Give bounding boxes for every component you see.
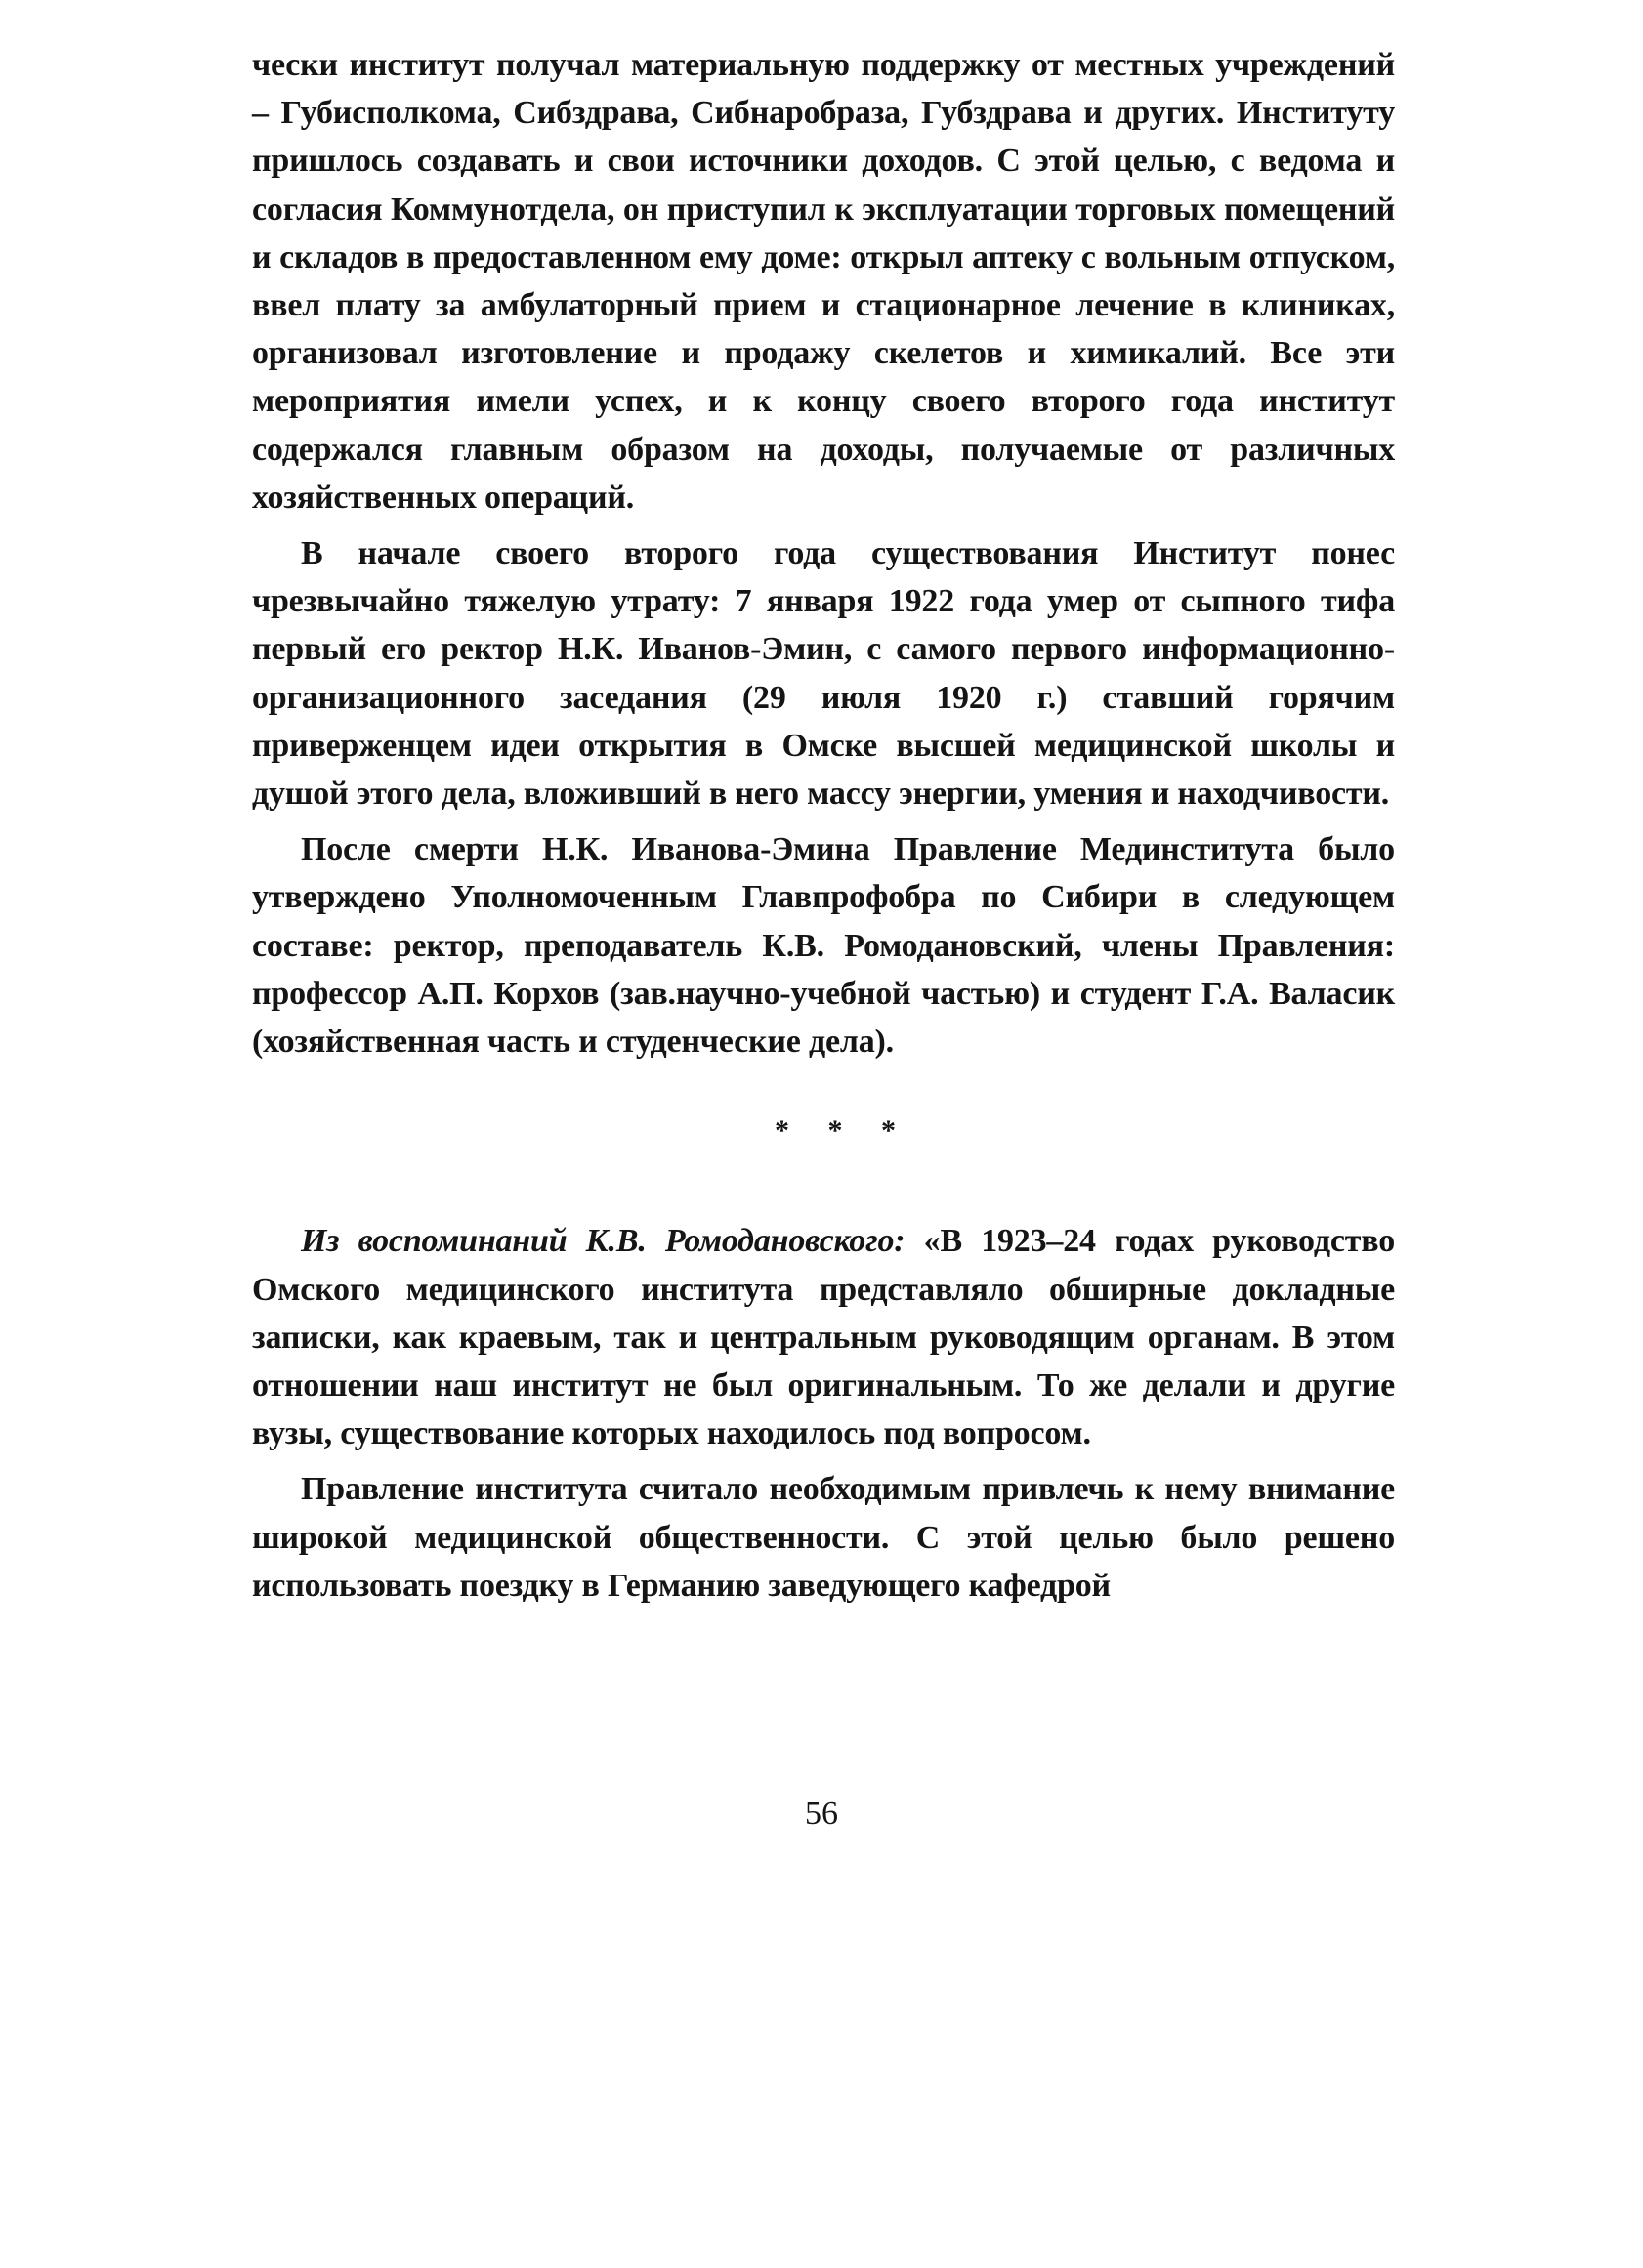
memoir-paragraph-1 (252, 1217, 1395, 1457)
section-separator: * * * (775, 1114, 911, 1148)
main-text (252, 41, 1395, 1610)
paragraph-2: В начале своего второго года существования Институт понес чрезвычайно тяжелую утрату: 7 января 1922 года умер от сыпного тифа первый его ректор Н.К. Иванов-Эмин, с самого первого информационно-организационного заседания (29 июля 1920 г.) ставший горячим приверженцем идеи открытия в Омске высшей медицинской школы и душой этого дела, вложивший в него массу энергии, умения и находчивости. (252, 535, 1395, 813)
memoir-paragraph-1-text: «В 1923–24 годах руководство Омского медицинского института представляло обширные докладные записки, как краевым, так и центральным руководящим органам. В этом отношении наш институт не был оригинальным. То же делали и другие вузы, существование которых находилось под вопросом. (252, 1223, 1395, 1452)
page-content (252, 41, 1395, 1610)
page-number: 56 (805, 1795, 838, 1831)
memoir-heading: Из воспоминаний К.В. Ромодановского: (301, 1223, 906, 1260)
paragraph-1: чески институт получал материальную поддержку от местных учреждений – Губисполкома, Сибздрава, Сибнаробраза, Губздрава и других. Институту пришлось создавать и свои источники доходов. С этой целью, с ведома и согласия Коммунотдела, он приступил к эксплуатации торговых помещений и складов в предоставленном ему доме: открыл аптеку с вольным отпуском, ввел плату за амбулаторный прием и стационарное лечение в клиниках, организовал изготовление и продажу скелетов и химикалий. Все эти мероприятия имели успех, и к концу своего второго года институт содержался главным образом на доходы, получаемые от различных хозяйственных операций. (252, 47, 1395, 516)
memoir-paragraph-2: Правление института считало необходимым привлечь к нему внимание широкой медицинской общественности. С этой целью было решено использовать поездку в Германию заведующего кафедрой (252, 1471, 1395, 1604)
paragraph-3: После смерти Н.К. Иванова-Эмина Правление Мединститута было утверждено Уполномоченным Главпрофобра по Сибири в следующем составе: ректор, преподаватель К.В. Ромодановский, члены Правления: профессор А.П. Корхов (зав.научно-учебной частью) и студент Г.А. Валасик (хозяйственная часть и студенческие дела). (252, 831, 1395, 1061)
